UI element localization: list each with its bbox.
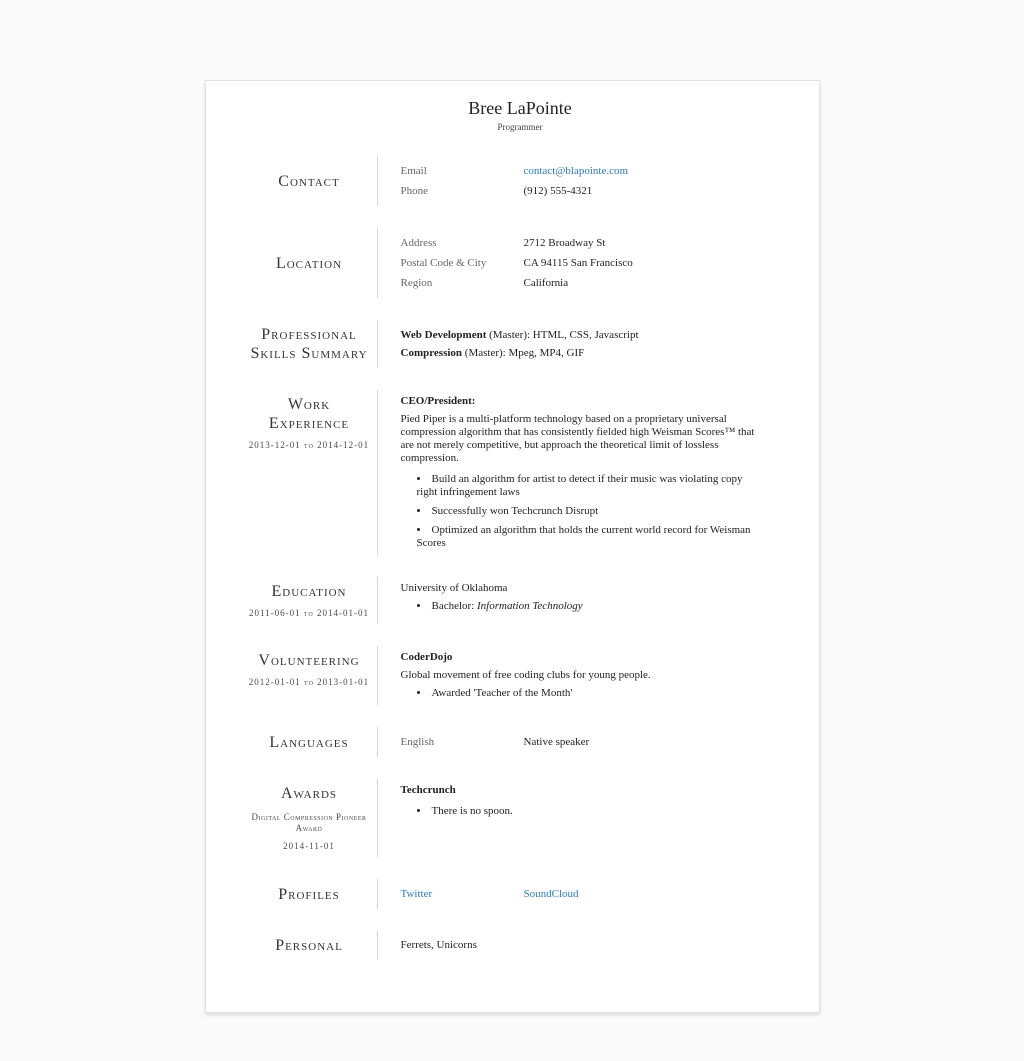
field-label: Email (400, 165, 427, 177)
skill-name: Compression (400, 347, 463, 359)
twitter-link-cell (401, 884, 524, 904)
section-volunteering-body (378, 646, 762, 705)
resume-card (205, 80, 820, 1013)
section-location-body (378, 228, 762, 298)
field-label: Address (400, 237, 437, 249)
section-personal (242, 931, 799, 960)
skill-item (401, 344, 762, 362)
section-skills-heading (242, 320, 378, 368)
section-skills (242, 320, 799, 368)
email-link[interactable]: contact@blapointe.com (523, 165, 629, 177)
language-row (401, 732, 762, 752)
section-personal-body (378, 931, 762, 960)
skill-name: Web Development (400, 329, 487, 341)
volunteer-highlights (401, 687, 762, 700)
field-label: Postal Code & City (400, 257, 487, 269)
section-title: Location (275, 254, 343, 272)
section-profiles-heading (242, 879, 378, 909)
award-date: 2014-11-01 (283, 841, 335, 851)
highlight-item: • Optimized an algorithm that holds the current world record for Weisman Scores (417, 524, 762, 550)
section-title: Professional Skills Summary (250, 326, 368, 362)
twitter-link[interactable]: Twitter (400, 888, 433, 900)
section-education-body (378, 577, 762, 624)
soundcloud-link-cell (524, 884, 579, 904)
soundcloud-link[interactable]: SoundCloud (523, 888, 579, 900)
section-contact (242, 156, 799, 206)
section-volunteering (242, 646, 799, 705)
organization-name: CoderDojo (400, 651, 453, 663)
section-contact-heading (242, 156, 378, 206)
section-title: Volunteering (258, 652, 360, 669)
field-label: Region (400, 277, 433, 289)
section-title: Personal (275, 937, 343, 954)
date-range: 2013-12-01 to 2014-12-01 (248, 440, 370, 450)
section-awards (242, 779, 799, 857)
highlight-item: • Successfully won Techcrunch Disrupt (417, 505, 762, 518)
field-value: California (523, 277, 569, 289)
field-value: CA 94115 San Francisco (523, 257, 633, 269)
field-label: Phone (400, 185, 428, 197)
job-summary: Pied Piper is a multi-platform technology based on a proprietary universal compression algorithm that has consistently fielded high Weisman Scores™ that are not merely competitive, but approach the theoretical limit of lossless compression. (400, 413, 755, 464)
field-value: (912) 555-4321 (523, 185, 593, 197)
date-range: 2011-06-01 to 2014-01-01 (248, 608, 370, 618)
section-title: Languages (269, 733, 349, 751)
section-languages-heading (242, 727, 378, 757)
section-title: Profiles (278, 885, 340, 903)
candidate-role: Programmer (497, 122, 543, 132)
section-skills-body (378, 320, 762, 368)
section-languages (242, 727, 799, 757)
location-row-postal-city (401, 253, 762, 273)
section-title: Education (271, 583, 347, 600)
contact-row-email (401, 161, 762, 181)
education-highlights (401, 600, 762, 613)
resume-header (242, 97, 799, 132)
section-contact-body (378, 156, 762, 206)
candidate-name: Bree LaPointe (468, 98, 572, 118)
date-range: 2012-01-01 to 2013-01-01 (248, 677, 370, 687)
contact-row-phone (401, 181, 762, 201)
organization-summary: Global movement of free coding clubs for young people. (400, 669, 651, 681)
section-profiles (242, 879, 799, 909)
section-education (242, 577, 799, 624)
awarder-name: Techcrunch (400, 784, 456, 796)
section-location (242, 228, 799, 298)
section-title: Contact (278, 172, 340, 190)
skill-detail: (Master): Mpeg, MP4, GIF (462, 347, 585, 359)
section-awards-heading (242, 779, 378, 857)
section-volunteering-heading (242, 646, 378, 705)
award-highlights (401, 805, 762, 818)
skill-item (401, 326, 762, 344)
location-row-region (401, 273, 762, 293)
field-value: 2712 Broadway St (523, 237, 606, 249)
language-name: English (400, 736, 435, 748)
section-awards-body (378, 779, 762, 857)
degree-item (417, 600, 762, 613)
award-title: Digital Compression Pioneer Award (251, 812, 367, 833)
section-title: Awards (280, 785, 338, 802)
section-profiles-body (378, 879, 762, 909)
location-row-address (401, 233, 762, 253)
highlight-item: • There is no spoon. (417, 805, 762, 818)
section-location-heading (242, 228, 378, 298)
skill-detail: (Master): HTML, CSS, Javascript (486, 329, 639, 341)
personal-interests: Ferrets, Unicorns (400, 939, 477, 951)
section-work-experience (242, 390, 799, 555)
section-title: Work Experience (268, 396, 350, 432)
highlight-item: • Build an algorithm for artist to detect if their music was violating copy right infringement laws (417, 473, 762, 499)
section-work-heading (242, 390, 378, 555)
profiles-row (401, 884, 762, 904)
degree-area: Information Technology (477, 600, 583, 612)
section-education-heading (242, 577, 378, 624)
job-highlights (401, 473, 762, 550)
section-personal-heading (242, 931, 378, 960)
highlight-item: • Awarded 'Teacher of the Month' (417, 687, 762, 700)
language-fluency: Native speaker (523, 736, 590, 748)
job-position: CEO/President: (400, 395, 476, 407)
institution-name: University of Oklahoma (400, 582, 508, 594)
section-work-body (378, 390, 762, 555)
degree-label: Bachelor: (431, 600, 478, 612)
section-languages-body (378, 727, 762, 757)
